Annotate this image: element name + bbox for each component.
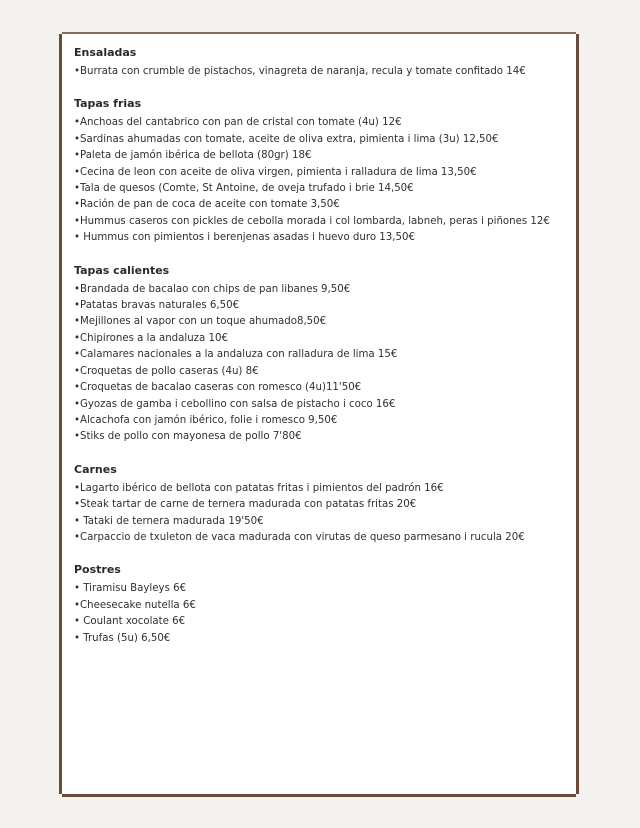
menu-item: •Cecina de leon con aceite de oliva virgen, pimienta i ralladura de lima 13,50€: [74, 166, 477, 178]
menu-item: •Tala de quesos (Comte, St Antoine, de oveja trufado i brie 14,50€: [74, 183, 414, 195]
section-postres: [74, 563, 570, 647]
menu-item: •Brandada de bacalao con chips de pan libanes 9,50€: [74, 283, 351, 295]
menu-item: •Paleta de jamón ibérica de bellota (80gr) 18€: [74, 150, 312, 162]
section-title: Postres: [74, 563, 121, 577]
menu-sheet: [62, 34, 576, 794]
section-title: Tapas calientes: [74, 263, 170, 277]
menu-item: •Steak tartar de carne de ternera madurada con patatas fritas 20€: [74, 499, 417, 511]
menu-item: •Alcachofa con jamón ibérico, folie i romesco 9,50€: [74, 414, 338, 426]
menu-item: •Cheesecake nutella 6€: [74, 599, 196, 611]
menu-item: •Burrata con crumble de pistachos, vinagreta de naranja, recula y tomate confitado 14€: [74, 66, 526, 77]
menu-item: •Sardinas ahumadas con tomate, aceite de oliva extra, pimienta i lima (3u) 12,50€: [74, 133, 499, 145]
menu-item: •Calamares nacionales a la andaluza con ralladura de lima 15€: [74, 349, 398, 361]
menu-item: • Tiramisu Bayleys 6€: [74, 583, 187, 595]
section-carnes: [74, 463, 570, 547]
section-tapas-frias: [74, 97, 570, 246]
menu-item: • Tataki de ternera madurada 19'50€: [74, 515, 264, 527]
menu-content: [74, 46, 570, 664]
section-ensaladas: [74, 46, 570, 80]
menu-item: •Chipirones a la andaluza 10€: [74, 332, 228, 344]
section-title: Ensaladas: [74, 46, 137, 59]
menu-item: •Hummus caseros con pickles de cebolla morada i col lombarda, labneh, peras i piñones 12€: [74, 215, 550, 227]
menu-item: • Coulant xocolate 6€: [74, 616, 186, 628]
section-title: Carnes: [74, 462, 117, 476]
menu-item: • Hummus con pimientos i berenjenas asadas i huevo duro 13,50€: [74, 232, 415, 244]
menu-item: •Stiks de pollo con mayonesa de pollo 7'80€: [74, 431, 302, 443]
menu-item: •Carpaccio de txuleton de vaca madurada con virutas de queso parmesano i rucula 20€: [74, 531, 525, 543]
menu-item: •Croquetas de bacalao caseras con romesco (4u)11'50€: [74, 382, 362, 394]
menu-item: •Croquetas de pollo caseras (4u) 8€: [74, 365, 259, 377]
section-tapas-calientes: [74, 264, 570, 446]
section-title: Tapas frias: [74, 97, 142, 111]
menu-item: •Mejillones al vapor con un toque ahumado8,50€: [74, 316, 327, 328]
menu-item: •Gyozas de gamba i cebollino con salsa de pistacho i coco 16€: [74, 398, 396, 410]
menu-item: •Lagarto ibérico de bellota con patatas fritas i pimientos del padrón 16€: [74, 482, 444, 494]
menu-item: •Anchoas del cantabrico con pan de cristal con tomate (4u) 12€: [74, 117, 402, 129]
menu-item: •Patatas bravas naturales 6,50€: [74, 300, 240, 312]
menu-item: •Ración de pan de coca de aceite con tomate 3,50€: [74, 199, 340, 211]
menu-item: • Trufas (5u) 6,50€: [74, 632, 171, 644]
